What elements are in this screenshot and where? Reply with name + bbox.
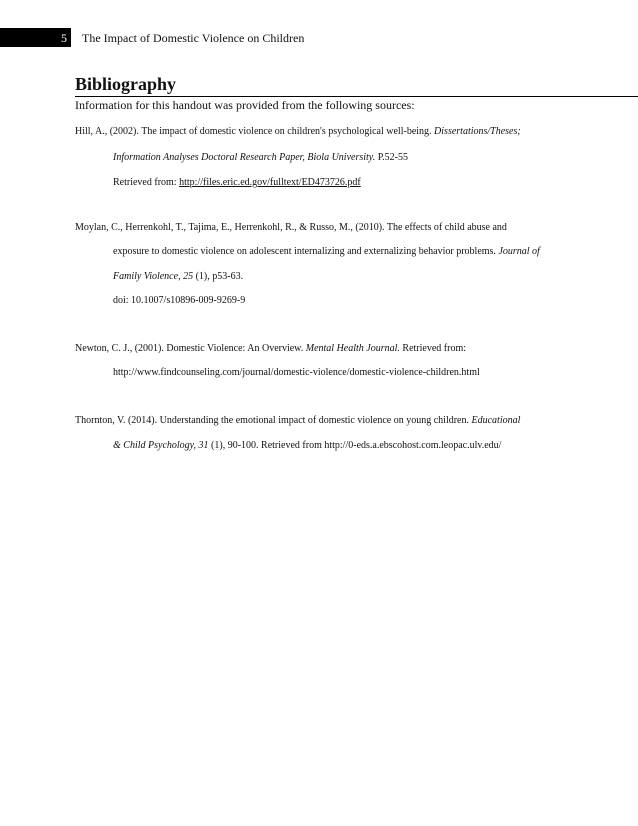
reference-text: Newton, C. J., (2001). Domestic Violence: An Overview. [75, 343, 304, 354]
reference-thornton-line-2 [113, 439, 501, 453]
reference-moylan-line-3 [113, 270, 243, 284]
reference-text: (1), 90-100. Retrieved from http://0-eds.a.ebscohost.com.leopac.ulv.edu/ [211, 440, 502, 451]
reference-moylan-line-1 [75, 221, 507, 235]
reference-newton-line-1 [75, 342, 466, 356]
reference-pages: P.52-55 [377, 152, 408, 163]
reference-source: Educational [471, 415, 521, 426]
reference-text: Moylan, C., Herrenkohl, T., Tajima, E., Herrenkohl, R., & Russo, M., (2010). The effects of child abuse and [75, 222, 507, 233]
reference-text: Hill, A., (2002). The impact of domestic violence on children's psychological well-being. [75, 126, 432, 137]
reference-text: exposure to domestic violence on adolescent internalizing and externalizing behavior problems. [113, 246, 496, 257]
reference-moylan-line-2 [113, 245, 540, 259]
page-number: 5 [61, 31, 67, 45]
reference-source: Dissertations/Theses; [434, 126, 521, 137]
reference-source: Journal of [498, 246, 540, 257]
reference-source: Information Analyses Doctoral Research Paper, Biola University. [113, 152, 376, 163]
reference-source: & Child Psychology, 31 [113, 440, 209, 451]
reference-doi: doi: 10.1007/s10896-009-9269-9 [113, 295, 246, 306]
retrieved-label: Retrieved from: [402, 343, 466, 354]
reference-source: Family Violence, 25 [113, 271, 194, 282]
reference-moylan-line-4 [113, 294, 245, 308]
reference-link[interactable]: http://files.eric.ed.gov/fulltext/ED473726.pdf [179, 177, 361, 188]
reference-hill-line-3 [113, 176, 361, 190]
intro-text: Information for this handout was provided from the following sources: [75, 98, 415, 112]
reference-source: Mental Health Journal. [305, 343, 400, 354]
retrieved-label: Retrieved from: [113, 177, 177, 188]
reference-text: Thornton, V. (2014). Understanding the emotional impact of domestic violence on young children. [75, 415, 469, 426]
reference-pages: (1), p53-63. [195, 271, 244, 282]
reference-thornton-line-1 [75, 414, 520, 428]
reference-newton-line-2 [113, 366, 480, 380]
reference-hill-line-1 [75, 125, 521, 139]
reference-hill-line-2 [113, 151, 408, 165]
document-header-title: The Impact of Domestic Violence on Children [82, 31, 305, 45]
section-title: Bibliography [75, 74, 177, 94]
reference-link[interactable]: http://www.findcounseling.com/journal/domestic-violence/domestic-violence-children.html [113, 367, 480, 378]
